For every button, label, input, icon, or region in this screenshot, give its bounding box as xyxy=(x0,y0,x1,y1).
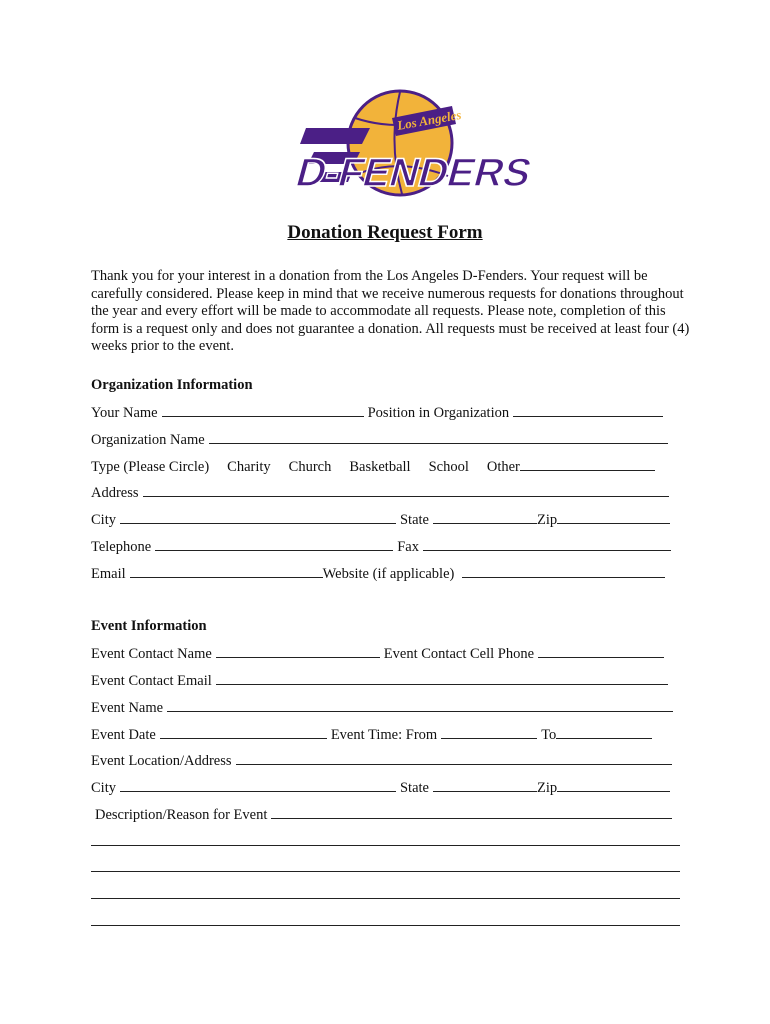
org-zip-label: Zip xyxy=(536,512,558,528)
position-label: Position in Organization xyxy=(367,405,510,421)
d-fenders-logo xyxy=(291,88,537,223)
event-time-to-label: To xyxy=(541,727,557,743)
event-zip-field[interactable] xyxy=(557,778,670,792)
event-contact-row xyxy=(91,644,681,662)
org-state-label: State xyxy=(399,512,429,528)
event-name-row xyxy=(91,698,681,716)
event-state-label: State xyxy=(399,780,429,796)
email-field[interactable] xyxy=(130,564,323,578)
event-time-from-label: Event Time: From xyxy=(330,727,438,743)
description-line-2[interactable] xyxy=(91,871,680,872)
email-label: Email xyxy=(91,566,126,582)
event-location-field[interactable] xyxy=(236,751,672,765)
type-option-church[interactable]: Church xyxy=(288,459,332,475)
organization-heading: Organization Information xyxy=(91,377,253,393)
type-option-other[interactable]: Other xyxy=(486,459,520,475)
event-contact-email-row xyxy=(91,671,681,689)
event-contact-name-label: Event Contact Name xyxy=(91,646,212,662)
svg-text:D-FENDERS: D-FENDERS xyxy=(291,149,537,195)
type-label: Type (Please Circle) xyxy=(91,459,210,475)
org-city-label: City xyxy=(91,512,116,528)
description-line-1[interactable] xyxy=(91,845,680,846)
type-other-field[interactable] xyxy=(520,457,655,471)
your-name-label: Your Name xyxy=(91,405,158,421)
your-name-field[interactable] xyxy=(162,403,364,417)
event-description-label: Description/Reason for Event xyxy=(95,807,268,823)
intro-paragraph: Thank you for your interest in a donation from the Los Angeles D-Fenders. Your request will be carefully considered. Please keep in mind that we receive numerous requests for donations throughout the year and every effort will be made to accommodate all requests. Please note, completion of this form is a request only and does not guarantee a donation. All requests must be received at least four (4) weeks prior to the event. xyxy=(91,268,690,354)
address-label: Address xyxy=(91,485,139,501)
event-location-row xyxy=(91,751,681,769)
event-description-field[interactable] xyxy=(271,805,672,819)
event-contact-cell-label: Event Contact Cell Phone xyxy=(383,646,535,662)
event-location-label: Event Location/Address xyxy=(91,753,232,769)
org-name-label: Organization Name xyxy=(91,432,205,448)
address-field[interactable] xyxy=(143,483,669,497)
event-date-row xyxy=(91,725,681,743)
svg-text:Los Angeles: Los Angeles xyxy=(395,106,463,133)
event-city-label: City xyxy=(91,780,116,796)
type-row xyxy=(91,457,681,475)
org-city-row xyxy=(91,510,681,528)
org-name-row xyxy=(91,430,681,448)
type-option-school[interactable]: School xyxy=(428,459,469,475)
org-state-field[interactable] xyxy=(433,510,537,524)
event-state-field[interactable] xyxy=(433,778,537,792)
page-title: Donation Request Form xyxy=(287,222,483,243)
org-city-field[interactable] xyxy=(120,510,396,524)
event-time-to-field[interactable] xyxy=(556,725,652,739)
website-field[interactable] xyxy=(462,564,665,578)
event-name-label: Event Name xyxy=(91,700,164,716)
event-contact-email-label: Event Contact Email xyxy=(91,673,212,689)
org-name-field[interactable] xyxy=(209,430,668,444)
event-name-field[interactable] xyxy=(167,698,673,712)
d-fenders-logo-icon xyxy=(291,88,537,223)
event-city-row xyxy=(91,778,681,796)
telephone-label: Telephone xyxy=(91,539,152,555)
event-date-field[interactable] xyxy=(160,725,327,739)
event-description-row xyxy=(91,805,681,823)
position-field[interactable] xyxy=(513,403,663,417)
org-zip-field[interactable] xyxy=(557,510,670,524)
phone-row xyxy=(91,537,681,555)
event-heading: Event Information xyxy=(91,618,207,634)
address-row xyxy=(91,483,681,501)
event-date-label: Event Date xyxy=(91,727,156,743)
description-line-3[interactable] xyxy=(91,898,680,899)
fax-field[interactable] xyxy=(423,537,671,551)
fax-label: Fax xyxy=(397,539,419,555)
type-option-charity[interactable]: Charity xyxy=(227,459,271,475)
description-line-4[interactable] xyxy=(91,925,680,926)
event-contact-email-field[interactable] xyxy=(216,671,668,685)
email-row xyxy=(91,564,681,582)
event-contact-cell-field[interactable] xyxy=(538,644,664,658)
website-label: Website (if applicable) xyxy=(322,566,455,582)
telephone-field[interactable] xyxy=(155,537,393,551)
event-city-field[interactable] xyxy=(120,778,396,792)
event-contact-name-field[interactable] xyxy=(216,644,380,658)
event-zip-label: Zip xyxy=(536,780,558,796)
type-option-basketball[interactable]: Basketball xyxy=(349,459,411,475)
event-time-from-field[interactable] xyxy=(441,725,537,739)
your-name-row xyxy=(91,403,681,421)
